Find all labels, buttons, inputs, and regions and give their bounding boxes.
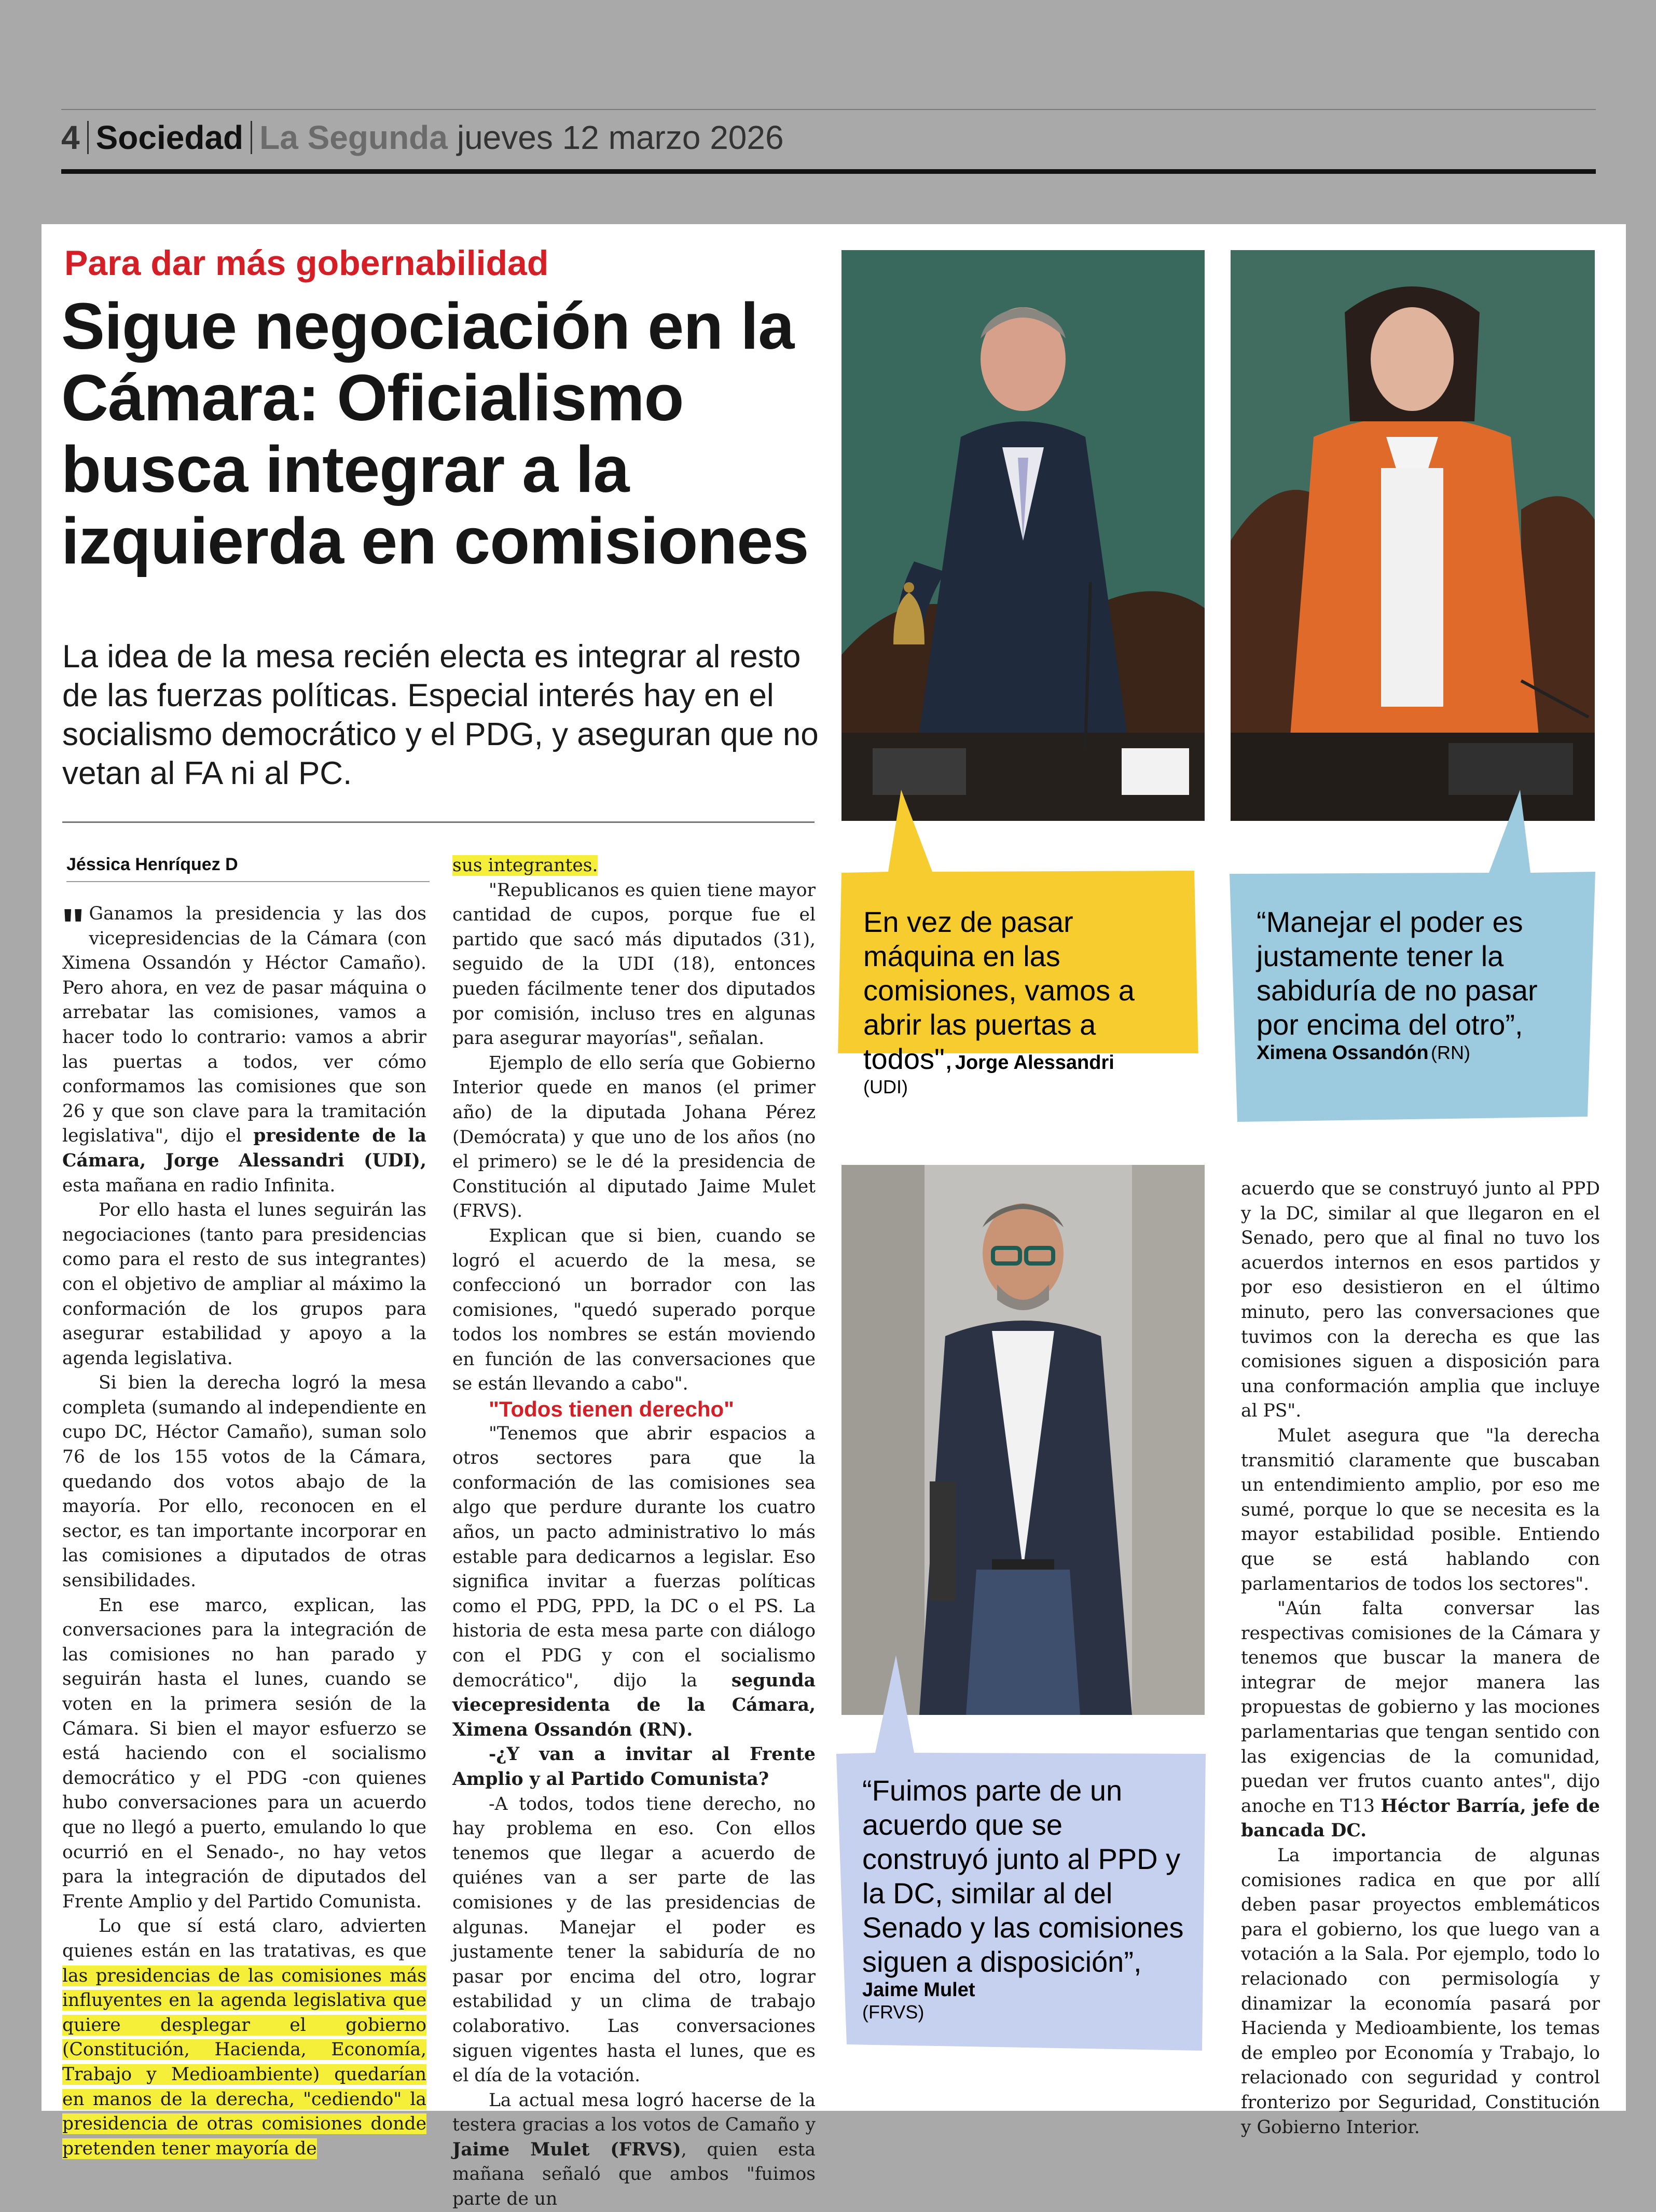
quote-text: “Fuimos parte de un acuerdo que se construyó junto al PPD y la DC, similar al del Senado y las comisiones siguen a disposición”, <box>862 1774 1184 1978</box>
paragraph-continuation <box>452 854 816 878</box>
lead-paragraph: " Ganamos la presidencia y las dos vicepresidencias de la Cámara (con Ximena Ossandón y Héctor Camaño). Pero ahora, en vez de pasar máquina o arrebatar las comisiones, vamos a hacer todo lo contrario: vamos a abrir las puertas a todos, ver cómo conformamos las comisiones que son 26 y que son clave para la tramitación legislativa", dijo el presidente de la Cámara, Jorge Alessandri (UDI), esta mañana en radio Infinita. <box>61 899 426 1196</box>
paragraph: Mulet asegura que "la derecha transmitió claramente que buscaban un entendimiento amplio, por eso me sumé, porque lo que se necesita es la mayor estabilidad posible. Entiendo que se está hablando con parlamentarios de todos los sectores". <box>1241 1425 1600 1595</box>
opening-quote-mark: " <box>61 899 80 954</box>
quote-party: (RN) <box>1431 1042 1470 1063</box>
paragraph: "Republicanos es quien tiene mayor cantidad de cupos, porque fue el partido que sacó más diputados (31), seguido de la UDI (18), entonces pueden fácilmente tener dos diputados por comisión, incluso tres en algunas para asegurar mayorías", señalan. <box>452 880 816 1049</box>
deck: La idea de la mesa recién electa es integrar al resto de las fuerzas políticas. Especial interés hay en el socialismo democrático y el PDG, y aseguran que no vetan al FA ni al PC. <box>62 639 819 791</box>
deck-divider <box>62 821 815 823</box>
header-divider <box>87 121 89 154</box>
header-bottom-rule <box>61 169 1596 174</box>
byline: Jéssica Henríquez D <box>66 855 238 874</box>
paragraph: Ejemplo de ello sería que Gobierno Interior quede en manos (el primer año) de la diputada Johana Pérez (Demócrata) y que uno de los años (no el primero) se le dé la presidencia de Constitución al diputado Jaime Mulet (FRVS). <box>452 1052 816 1222</box>
pull-quote-alessandri <box>836 868 1199 1136</box>
quote-text-block <box>862 1774 1194 2023</box>
paragraph: La actual mesa logró hacerse de la testera gracias a los votos de Camaño y Jaime Mulet (FRVS), quien esta mañana señaló que ambos "fuimos parte de un <box>452 2090 816 2210</box>
article-column-3 <box>1241 1177 1600 2140</box>
photo-jaime-mulet <box>841 1165 1205 1715</box>
paragraph: En ese marco, explican, las conversaciones para la integración de las comisiones no han parado y seguirán hasta el lunes, cuando se voten en la primera sesión de la Cámara. Si bien el mayor esfuerzo se está haciendo con el socialismo democrático y el PDG -con quienes hubo conversaciones para un acuerdo que no llegó a puerto, emulando lo que ocurrió en el Senado-, no hay vetos para la integración de diputados del Frente Amplio y del Partido Comunista. <box>62 1595 426 1912</box>
quote-text-block <box>1257 905 1578 1064</box>
quote-text: “Manejar el poder es justamente tener la sabiduría de no pasar por encima del otro”, <box>1257 905 1538 1041</box>
headline: Sigue negociación en la Cámara: Oficialismo busca integrar a la izquierda en comisiones <box>61 290 809 578</box>
byline-divider <box>66 881 430 882</box>
quote-party: (UDI) <box>863 1076 908 1097</box>
issue-date: jueves 12 marzo 2026 <box>457 119 784 156</box>
paragraph: La importancia de algunas comisiones radica en que por allí deben pasar proyectos emblemáticos para el gobierno, los que luego van a votación a la Sala. Por ejemplo, todo lo relacionado con permisología y dinamizar la economía pasará por Hacienda y Medioambiente, los temas de empleo por Economía y Trabajo, lo relacionado con seguridad y control fronterizo por Seguridad, Constitución y Gobierno Interior. <box>1241 1845 1600 2138</box>
quote-party: (FRVS) <box>862 2001 924 2023</box>
photo-ximena-ossandon <box>1231 250 1595 821</box>
article-column-1 <box>61 899 426 2161</box>
interview-question: -¿Y van a invitar al Frente Amplio y al Partido Comunista? <box>452 1744 816 1790</box>
paragraph: Explican que si bien, cuando se logró el acuerdo de la mesa, se confeccionó un borrador con las comisiones, "quedó superado porque todos los nombres se están moviendo en función de las conversaciones que se están llevando a cabo". <box>452 1225 816 1395</box>
paragraph: Lo que sí está claro, advierten quienes están en las tratativas, es que las presidencias de las comisiones más influyentes en la agenda legislativa que quiere desplegar el gobierno (Constitución, Hacienda, Economía, Trabajo y Medioambiente) quedarían en manos de la derecha, "cediendo" la presidencia de otras comisiones donde pretenden tener mayoría de <box>62 1916 426 2159</box>
quote-speaker: Jaime Mulet <box>862 1979 975 2001</box>
quote-text: En vez de pasar máquina en las comisiones, vamos a abrir las puertas a todos", <box>863 905 1135 1075</box>
quote-speaker: Ximena Ossandón <box>1257 1042 1429 1064</box>
paragraph: Si bien la derecha logró la mesa completa (sumando al independiente en cupo DC, Héctor Camaño), suman solo 76 de los 155 votos de la Cámara, quedando dos votos abajo de la mayoría. Por ello, reconocen en el sector, es tan importante incorporar en las comisiones a diputados de otras sensibilidades. <box>62 1372 426 1591</box>
page-number: 4 <box>61 119 80 156</box>
paragraph: Por ello hasta el lunes seguirán las negociaciones (tanto para presidencias como para el resto de sus integrantes) con el objetivo de ampliar al máximo la conformación de los grupos para asegurar estabilidad y apoyo a la agenda legislativa. <box>62 1200 426 1369</box>
highlighted-text: las presidencias de las comisiones más influyentes en la agenda legislativa que quiere desplegar el gobierno (Constitución, Hacienda, Economía, Trabajo y Medioambiente) quedarían en manos de la derecha, "cediendo" la presidencia de otras comisiones donde pretenden tener mayoría de <box>62 1965 426 2159</box>
paragraph-continuation: acuerdo que se construyó junto al PPD y la DC, similar al que llegaron en el Senado, pero que al final no tuvo los acuerdos internos en esos partidos y por eso desistieron en el último minuto, pero las conversaciones que tuvimos con la derecha es que las comisiones siguen a disposición para una conformación amplia que incluye al PS". <box>1241 1178 1600 1422</box>
pull-quote-ossandon <box>1230 868 1598 1127</box>
page-header <box>61 115 784 160</box>
pull-quote-mulet <box>836 1749 1210 2070</box>
header-top-rule <box>61 109 1596 110</box>
paragraph: -A todos, todos tiene derecho, no hay problema en eso. Con ellos tenemos que llegar a acuerdo de quiénes van a ser parte de las comisiones y de las presidencias de algunas. Manejar el poder es justamente tener la sabiduría de no pasar por encima del otro, lograr estabilidad y un clima de trabajo colaborativo. Las conversaciones siguen vigentes hasta el lunes, que es el día de la votación. <box>452 1793 816 2086</box>
highlighted-text: sus integrantes. <box>452 855 598 876</box>
section-name: Sociedad <box>95 119 244 156</box>
photo-jorge-alessandri <box>841 250 1205 821</box>
paragraph: "Tenemos que abrir espacios a otros sectores para que la conformación de las comisiones sea algo que perdure durante los cuatro años, un pacto administrativo lo más estable para dedicarnos a legislar. Eso significa invitar a fuerzas políticas como el PDG, PPD, la DC o el PS. La historia de esta mesa parte con diálogo con el PDG y con el socialismo democrático", dijo la segunda viecepresidenta de la Cámara, Ximena Ossandón (RN). <box>452 1423 816 1740</box>
kicker: Para dar más gobernabilidad <box>64 243 549 283</box>
subhead: "Todos tienen derecho" <box>489 1397 735 1422</box>
quote-speaker: Jorge Alessandri <box>955 1052 1114 1074</box>
paragraph: "Aún falta conversar las respectivas comisiones de la Cámara y tenemos que buscar la manera de integrar de mejor manera las propuestas de gobierno y las mociones parlamentarias que tengan sentido con las exigencias de la comunidad, puedan ver frutos cuanto antes", dijo anoche en T13 Héctor Barría, jefe de bancada DC. <box>1241 1598 1600 1842</box>
article-column-2 <box>452 854 816 2212</box>
quote-text-block <box>863 905 1175 1098</box>
header-divider <box>251 121 252 154</box>
newspaper-name: La Segunda <box>259 119 448 156</box>
